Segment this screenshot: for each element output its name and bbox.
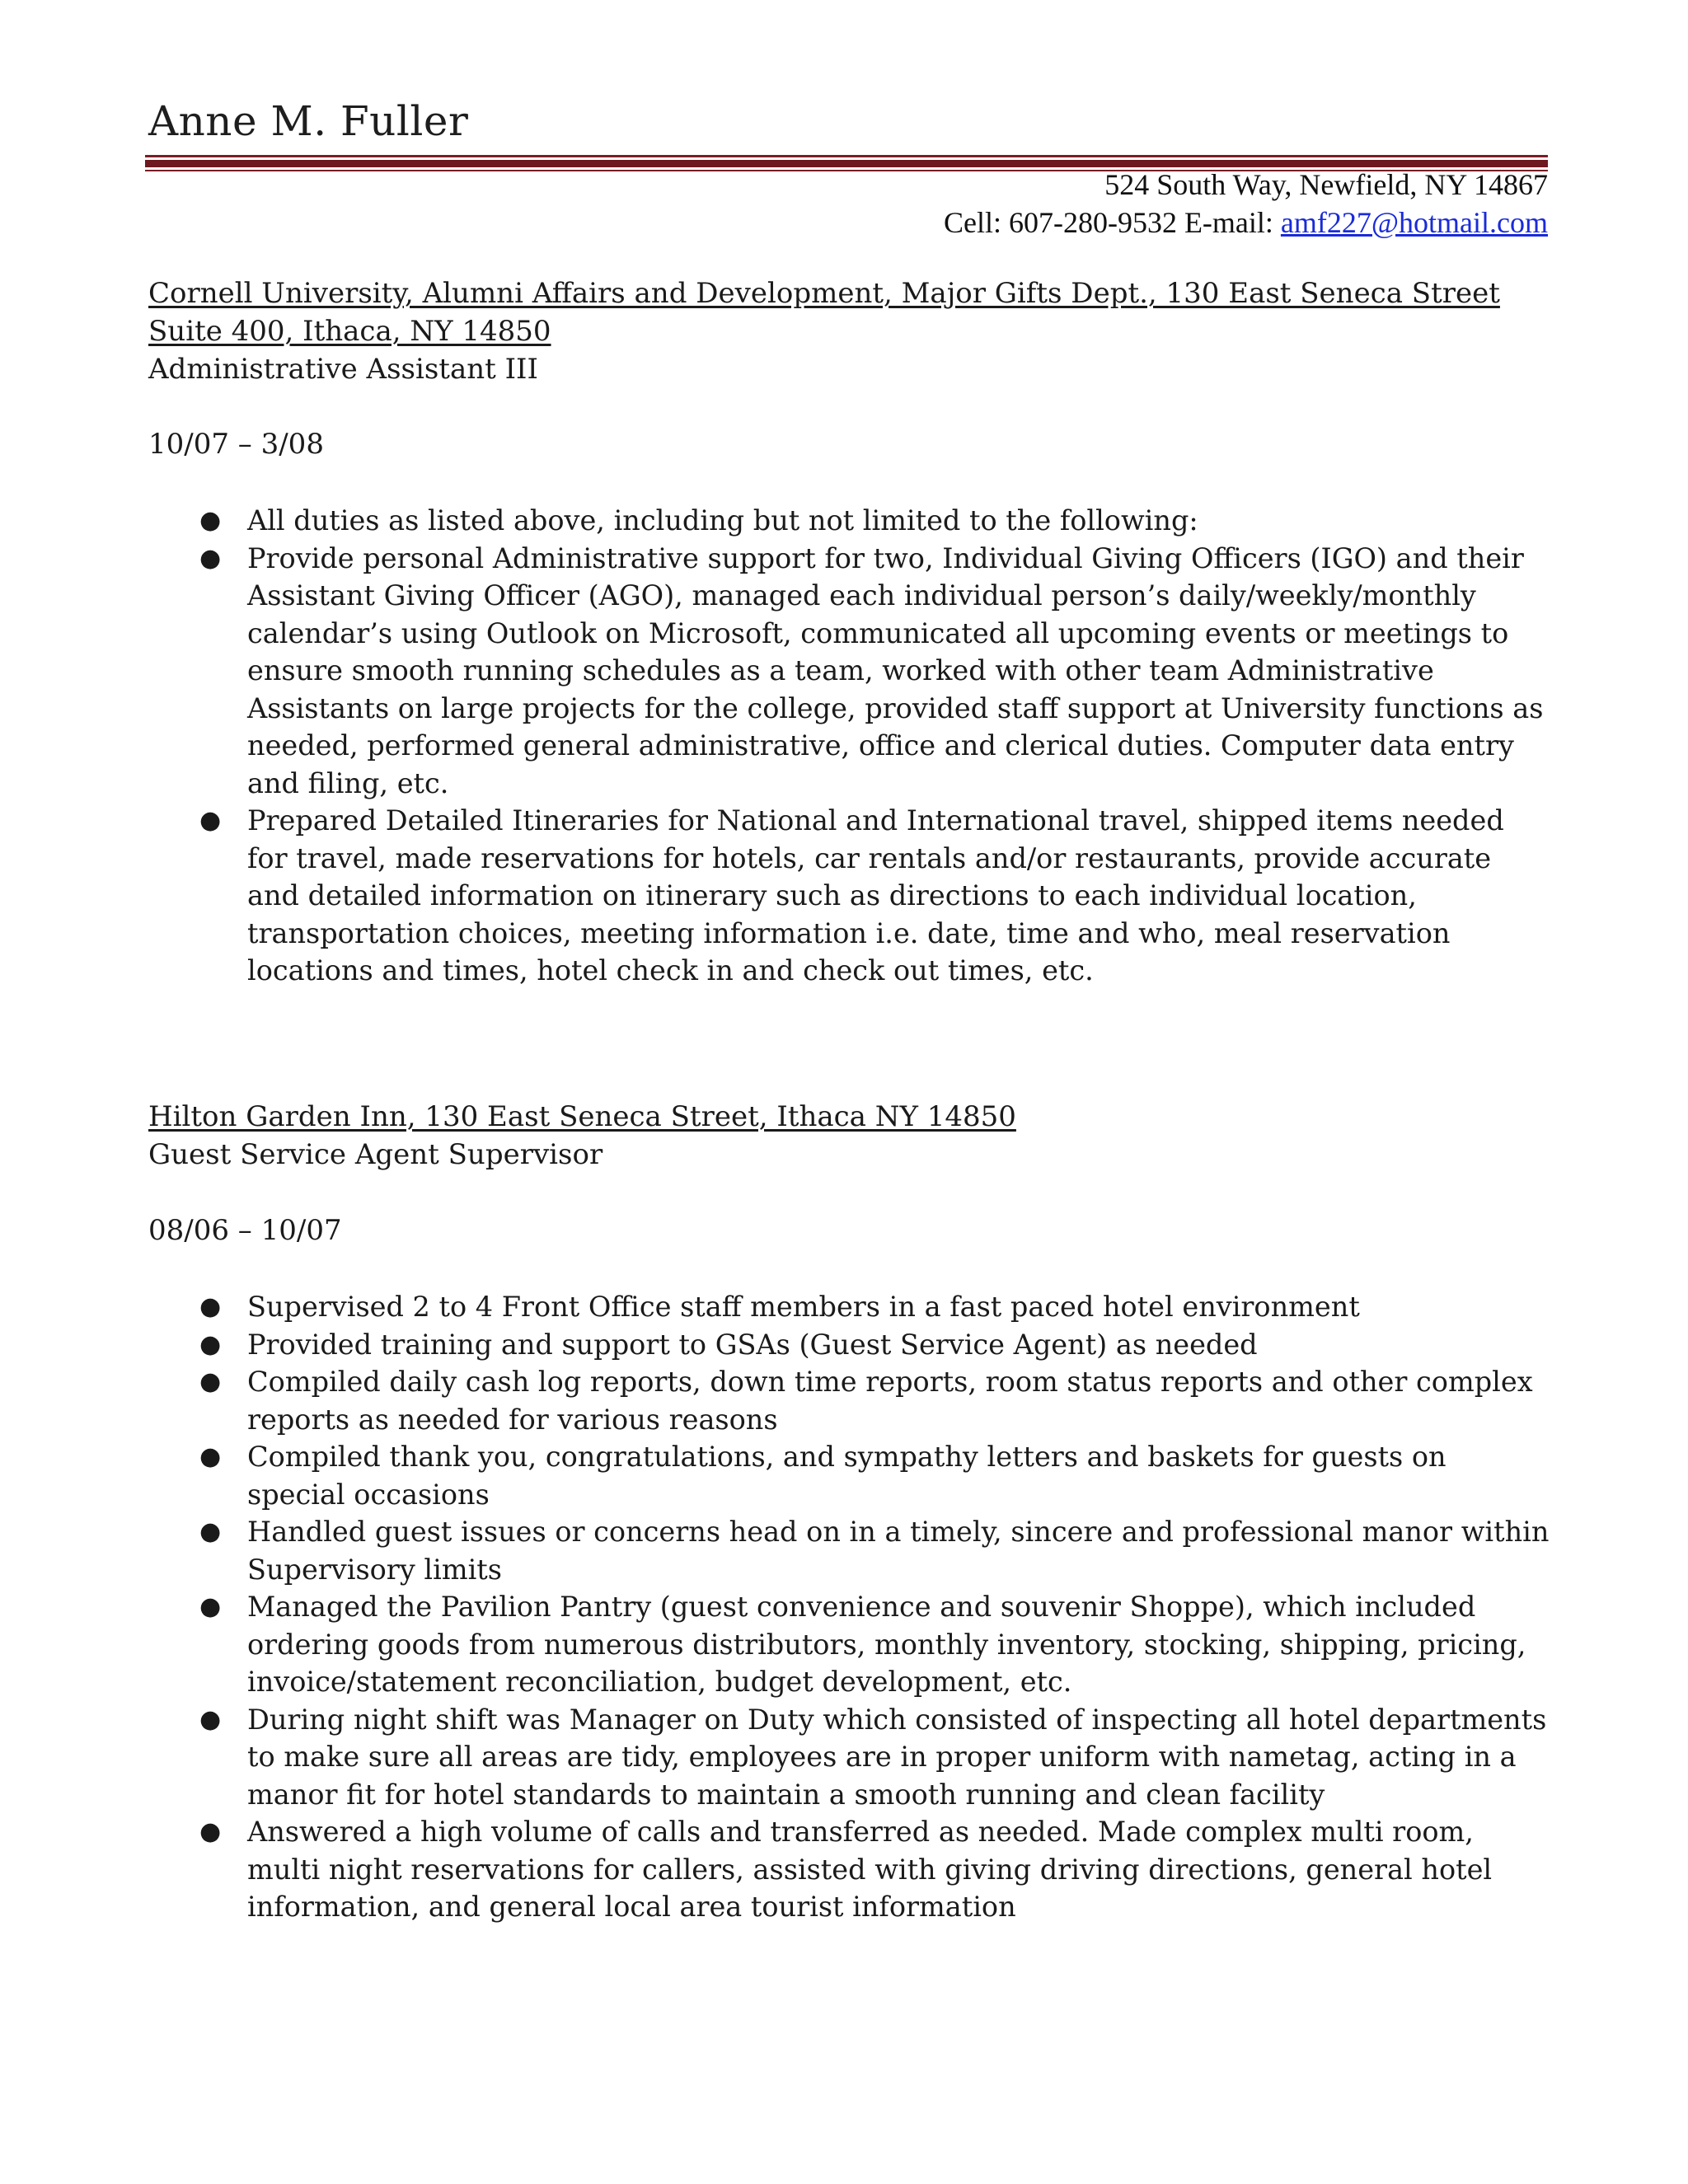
employer-name: Cornell University, Alumni Affairs and Development, Major Gifts Dept., 130 East Seneca Street Suite 400, Ithaca, NY 14850 (148, 277, 1500, 348)
job-employer (148, 1098, 1550, 1136)
bullet-icon: ● (199, 543, 222, 573)
duty-text: All duties as listed above, including but not limited to the following: (247, 504, 1198, 537)
employer-name: Hilton Garden Inn, 130 East Seneca Street, Ithaca NY 14850 (148, 1100, 1016, 1133)
list-item (148, 1588, 1550, 1701)
list-item (148, 540, 1550, 803)
duty-text: Provide personal Administrative support for two, Individual Giving Officers (IGO) and their Assistant Giving Officer (AGO), managed each individual person’s daily/weekly/monthly calendar’s using Outlook on Microsoft, communicated all upcoming events or meetings to ensure smooth running schedules as a team, worked with other team Administrative Assistants on large projects for the college, provided staff support at University functions as needed, performed general administrative, office and clerical duties. Computer data entry and filing, etc. (247, 541, 1544, 799)
duty-text: Supervised 2 to 4 Front Office staff members in a fast paced hotel environment (247, 1291, 1360, 1323)
contact-phone-email (944, 208, 1548, 237)
list-item (148, 1326, 1550, 1364)
job-title: Administrative Assistant III (148, 353, 538, 386)
bullet-icon: ● (199, 806, 222, 835)
bullet-icon: ● (199, 1517, 222, 1546)
resume-name: Anne M. Fuller (148, 97, 469, 145)
bullet-icon: ● (199, 1367, 222, 1396)
list-item (148, 1288, 1550, 1326)
bullet-icon: ● (199, 1442, 222, 1471)
job-duties-list (148, 502, 1550, 990)
duty-text: Handled guest issues or concerns head on in a timely, sincere and professional manor within Supervisory limits (247, 1516, 1550, 1586)
bullet-icon: ● (199, 1704, 222, 1734)
duty-text: Provided training and support to GSAs (Guest Service Agent) as needed (247, 1328, 1258, 1361)
job-dates: 10/07 – 3/08 (148, 428, 324, 461)
list-item (148, 1513, 1550, 1588)
list-item (148, 1438, 1550, 1513)
bullet-icon: ● (199, 1292, 222, 1321)
job-title: Guest Service Agent Supervisor (148, 1138, 603, 1171)
list-item (148, 1363, 1550, 1438)
bullet-icon: ● (199, 1592, 222, 1621)
duty-text: Managed the Pavilion Pantry (guest convenience and souvenir Shoppe), which included ordering goods from numerous distributors, monthly inventory, stocking, shipping, pricing, invoice/statement reconciliation, budget development, etc. (247, 1591, 1526, 1698)
duty-text: Answered a high volume of calls and transferred as needed. Made complex multi room, multi night reservations for callers, assisted with giving driving directions, general hotel information, and general local area tourist information (247, 1816, 1493, 1923)
duty-text: Compiled daily cash log reports, down time reports, room status reports and other complex reports as needed for various reasons (247, 1366, 1533, 1436)
duty-text: During night shift was Manager on Duty which consisted of inspecting all hotel departments to make sure all areas are tidy, employees are in proper uniform with nametag, acting in a manor fit for hotel standards to maintain a smooth running and clean facility (247, 1703, 1547, 1811)
job-duties-list (148, 1288, 1550, 1926)
list-item (148, 1813, 1550, 1926)
duty-text: Prepared Detailed Itineraries for National and International travel, shipped items needed for travel, made reservations for hotels, car rentals and/or restaurants, provide accurate and detailed information on itinerary such as directions to each individual location, transportation choices, meeting information i.e. date, time and who, meal reservation locations and times, hotel check in and check out times, etc. (247, 804, 1504, 987)
bullet-icon: ● (199, 1329, 222, 1359)
bullet-icon: ● (199, 1817, 222, 1846)
list-item (148, 1701, 1550, 1814)
contact-address: 524 South Way, Newfield, NY 14867 (1104, 168, 1548, 201)
bullet-icon: ● (199, 506, 222, 535)
header-rule-top (145, 155, 1548, 157)
list-item (148, 802, 1550, 990)
header-rule-thick (145, 160, 1548, 167)
contact-cell-label: Cell: 607-280-9532 E-mail: (943, 206, 1281, 239)
job-employer (148, 274, 1550, 350)
list-item (148, 502, 1550, 540)
duty-text: Compiled thank you, congratulations, and sympathy letters and baskets for guests on special occasions (247, 1441, 1447, 1511)
job-dates: 08/06 – 10/07 (148, 1214, 342, 1247)
email-link[interactable]: amf227@hotmail.com (1280, 206, 1548, 239)
